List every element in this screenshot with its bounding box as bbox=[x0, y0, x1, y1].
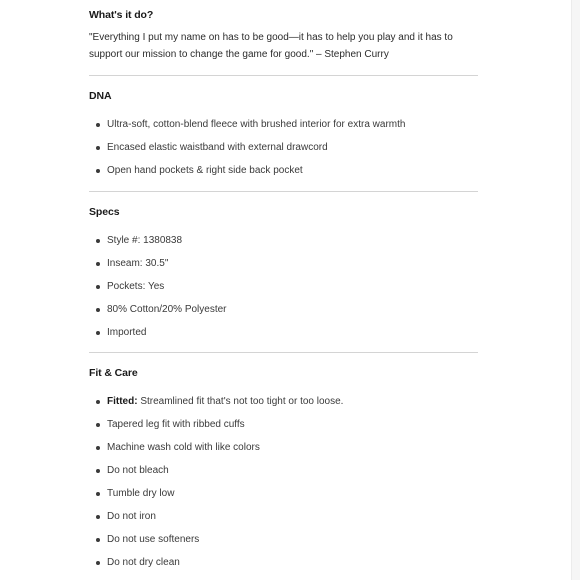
bullet-icon bbox=[96, 123, 100, 127]
specs-title: Specs bbox=[89, 206, 120, 218]
dna-title: DNA bbox=[89, 90, 112, 102]
quote-line-2: support our mission to change the game for good." – Stephen Curry bbox=[89, 49, 389, 60]
list-item: Machine wash cold with like colors bbox=[89, 442, 478, 465]
divider bbox=[89, 191, 478, 192]
list-item: 80% Cotton/20% Polyester bbox=[89, 304, 478, 327]
bullet-icon bbox=[96, 492, 100, 496]
list-item: Pockets: Yes bbox=[89, 281, 478, 304]
fit-care-title: Fit & Care bbox=[89, 367, 138, 379]
list-item: Do not iron bbox=[89, 511, 478, 534]
bullet-icon bbox=[96, 538, 100, 542]
fit-care-list bbox=[89, 396, 478, 580]
dna-list bbox=[89, 119, 478, 188]
list-item-fitted bbox=[89, 396, 478, 419]
specs-list bbox=[89, 235, 478, 350]
list-item: Imported bbox=[89, 327, 478, 350]
list-item: Open hand pockets & right side back pocket bbox=[89, 165, 478, 188]
list-item: Ultra-soft, cotton-blend fleece with brushed interior for extra warmth bbox=[89, 119, 478, 142]
list-item: Style #: 1380838 bbox=[89, 235, 478, 258]
bullet-icon bbox=[96, 469, 100, 473]
bullet-icon bbox=[96, 169, 100, 173]
whats-it-do-title: What's it do? bbox=[89, 9, 154, 21]
curry-quote bbox=[89, 29, 478, 63]
list-item: Tapered leg fit with ribbed cuffs bbox=[89, 419, 478, 442]
bullet-icon bbox=[96, 146, 100, 150]
divider bbox=[89, 352, 478, 353]
quote-line-1: "Everything I put my name on has to be good—it has to help you play and it has to bbox=[89, 32, 453, 43]
scrollbar[interactable] bbox=[571, 0, 580, 580]
fitted-description: Streamlined fit that's not too tight or too loose. bbox=[137, 396, 344, 407]
divider bbox=[89, 75, 478, 76]
bullet-icon bbox=[96, 561, 100, 565]
list-item: Do not bleach bbox=[89, 465, 478, 488]
bullet-icon bbox=[96, 515, 100, 519]
bullet-icon bbox=[96, 262, 100, 266]
bullet-icon bbox=[96, 423, 100, 427]
fitted-label: Fitted: bbox=[107, 396, 138, 407]
bullet-icon bbox=[96, 446, 100, 450]
list-item: Encased elastic waistband with external drawcord bbox=[89, 142, 478, 165]
bullet-icon bbox=[96, 308, 100, 312]
bullet-icon bbox=[96, 285, 100, 289]
bullet-icon bbox=[96, 331, 100, 335]
list-item: Inseam: 30.5" bbox=[89, 258, 478, 281]
bullet-icon bbox=[96, 239, 100, 243]
list-item: Do not use softeners bbox=[89, 534, 478, 557]
list-item: Do not dry clean bbox=[89, 557, 478, 580]
bullet-icon bbox=[96, 400, 100, 404]
list-item: Tumble dry low bbox=[89, 488, 478, 511]
